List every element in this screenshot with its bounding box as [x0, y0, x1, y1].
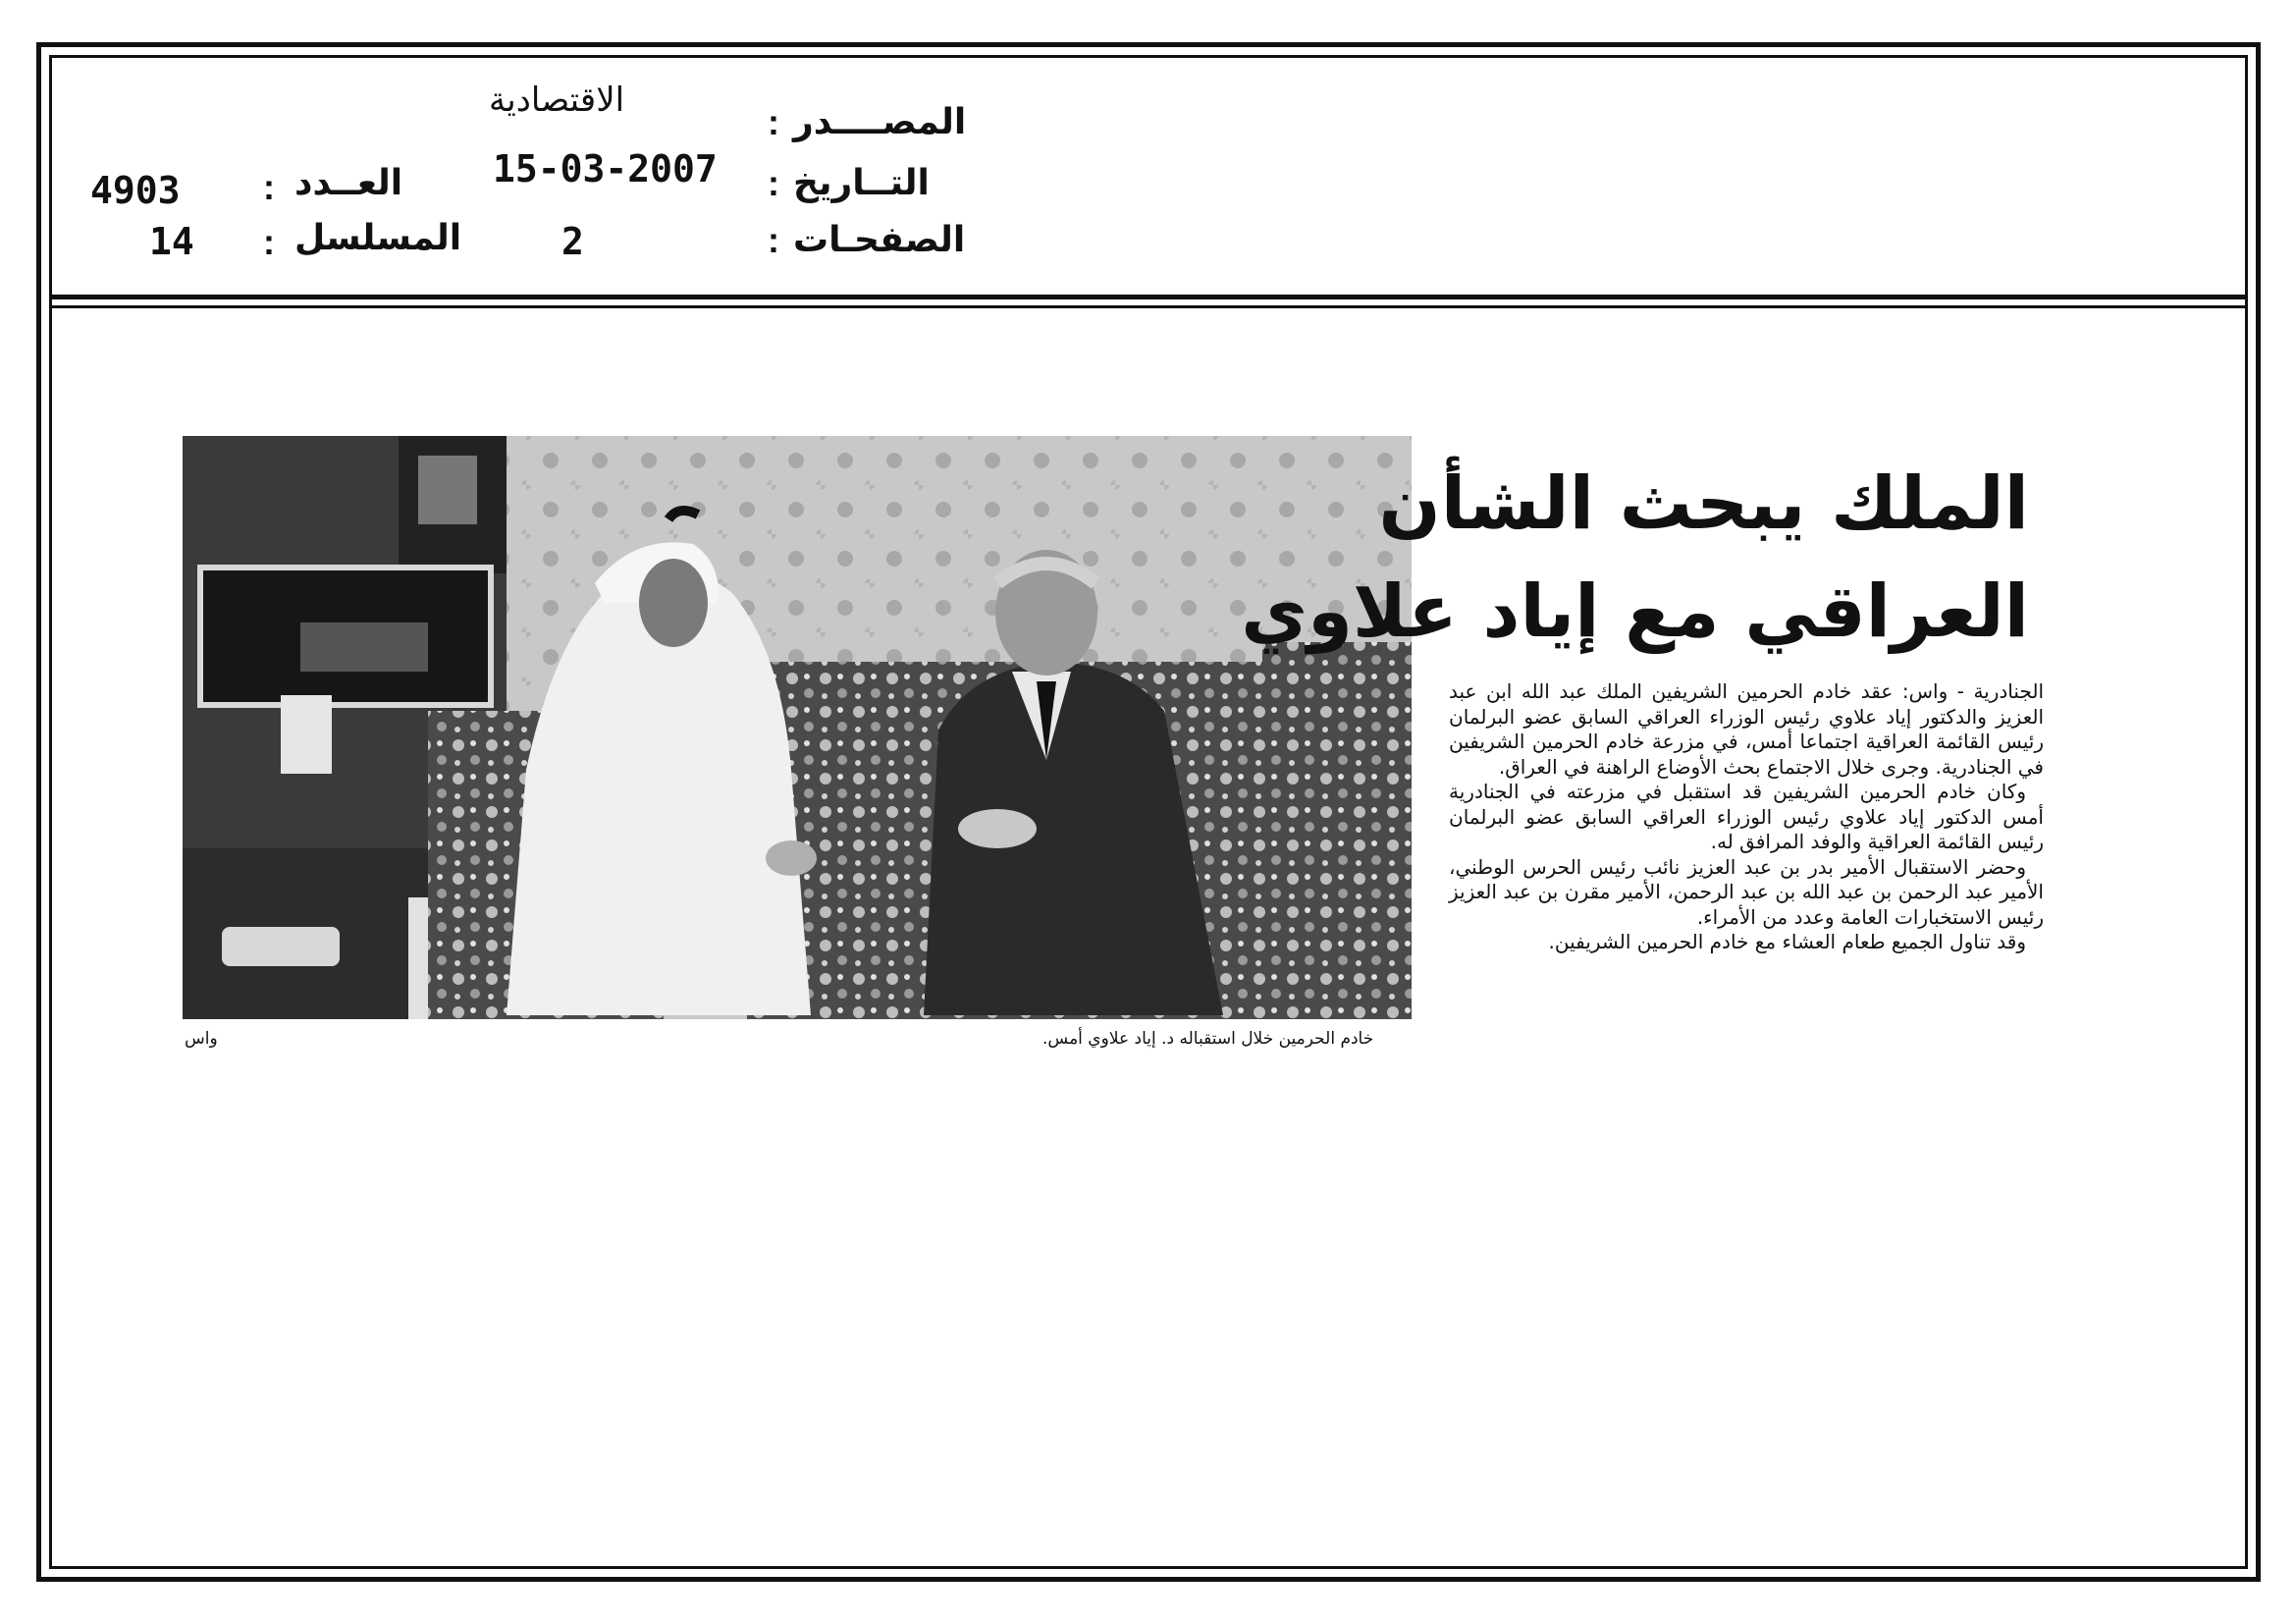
news-photo — [183, 436, 1412, 1019]
pages-colon: : — [768, 220, 779, 260]
photo-illustration — [183, 436, 1412, 1019]
pages-value: 2 — [561, 220, 584, 263]
article-paragraph: وقد تناول الجميع طعام العشاء مع خادم الحرمين الشريفين. — [1548, 930, 2026, 953]
source-colon: : — [768, 102, 779, 142]
date-value: 15-03-2007 — [493, 147, 718, 190]
photo-caption: خادم الحرمين خلال استقباله د. إياد علاوي أمس. — [1042, 1029, 1374, 1049]
article-paragraph: وحضر الاستقبال الأمير بدر بن عبد العزيز نائب رئيس الحرس الوطني، الأمير عبد الرحمن بن عبد الله بن عبد الرحمن، الأمير مقرن بن عبد العزيز رئيس الاستخبارات العامة وعدد من الأمراء. — [1449, 854, 2044, 929]
photo-credit: واس — [185, 1029, 218, 1049]
date-label: التــاريخ — [793, 163, 930, 203]
serial-value: 14 — [149, 220, 194, 263]
serial-colon: : — [263, 222, 275, 262]
header-divider — [49, 295, 2248, 308]
pages-label: الصفحـات — [793, 220, 966, 260]
issue-value: 4903 — [90, 169, 181, 212]
article-paragraph: وكان خادم الحرمين الشريفين قد استقبل في مزرعته في الجنادرية أمس الدكتور إياد علاوي رئيس الوزراء العراقي السابق عضو البرلمان رئيس القائمة العراقية والوفد المرافق له. — [1449, 780, 2044, 853]
source-label: المصــــدر — [793, 102, 967, 142]
article-paragraph: الجنادرية - واس: عقد خادم الحرمين الشريفين الملك عبد الله ابن عبد العزيز والدكتور إياد علاوي رئيس الوزراء العراقي السابق عضو البرلمان رئيس القائمة العراقية اجتماعا أمس، في مزرعة خادم الحرمين الشريفين في الجنادرية. وجرى خلال الاجتماع بحث الأوضاع الراهنة في العراق. — [1449, 679, 2044, 779]
issue-colon: : — [263, 167, 275, 207]
issue-label: العــدد — [294, 163, 403, 203]
headline-line-1: الملك يبحث الشأن — [1378, 461, 2029, 546]
date-colon: : — [768, 163, 779, 203]
source-value: الاقتصادية — [489, 81, 625, 120]
serial-label: المسلسل — [294, 218, 462, 258]
headline-line-2: العراقي مع إياد علاوي — [1241, 569, 2029, 654]
article-body — [1449, 679, 2044, 955]
